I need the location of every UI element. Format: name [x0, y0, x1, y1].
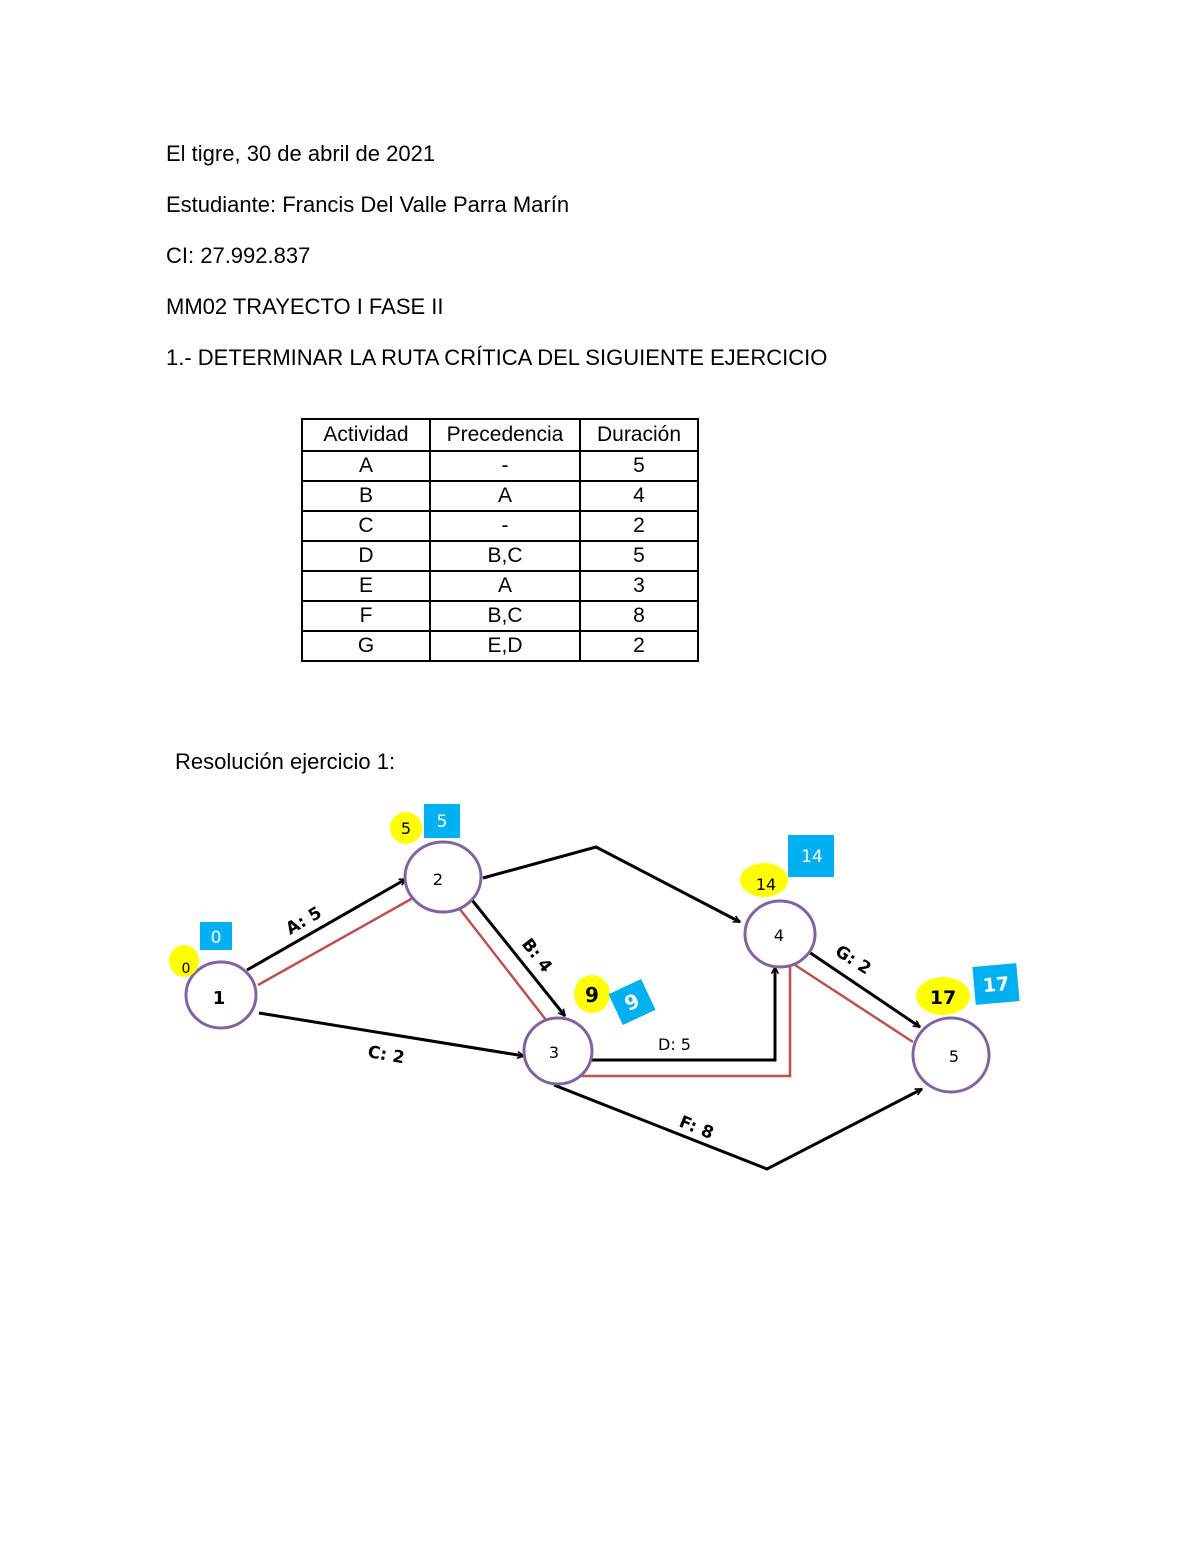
table-cell: C [302, 511, 430, 541]
early-time-node-5 [916, 977, 970, 1015]
activity-label-F: F: 8 [676, 1112, 717, 1144]
ci-line: CI: 27.992.837 [166, 243, 311, 268]
table-cell: 3 [580, 571, 698, 601]
edge-dummy-2-4 [483, 847, 740, 922]
node-4 [745, 901, 815, 967]
table-cell: E [302, 571, 430, 601]
early-time-node-2 [390, 812, 422, 844]
activity-label-A: A: 5 [282, 902, 326, 940]
activity-label-C: C: 2 [366, 1042, 407, 1069]
node-2-label: 2 [432, 870, 444, 889]
column-header: Precedencia [430, 419, 580, 451]
late-time-node-3 [609, 979, 656, 1025]
table-cell: 8 [580, 601, 698, 631]
late-time-node-4 [788, 835, 834, 877]
critical-edge-1-2 [258, 898, 413, 985]
late-time-value: 9 [620, 988, 644, 1016]
early-time-node-3 [574, 975, 610, 1013]
node-1-label: 1 [212, 988, 226, 1009]
late-time-node-5 [972, 963, 1019, 1005]
late-time-node-1 [200, 922, 232, 950]
student-line: Estudiante: Francis Del Valle Parra Marín [166, 192, 570, 217]
node-3-label: 3 [548, 1043, 560, 1062]
column-header: Duración [580, 419, 698, 451]
table-cell: B,C [430, 601, 580, 631]
node-5 [913, 1018, 989, 1092]
table-cell: - [430, 511, 580, 541]
table-cell: 5 [580, 541, 698, 571]
edge-F [554, 1085, 922, 1169]
node-3 [524, 1018, 592, 1084]
resolution-label: Resolución ejercicio 1: [175, 749, 396, 774]
table-cell: 2 [580, 511, 698, 541]
late-time-value: 0 [210, 928, 222, 948]
task-heading: 1.- DETERMINAR LA RUTA CRÍTICA DEL SIGUIENTE EJERCICIO [166, 345, 828, 370]
table-cell: D [302, 541, 430, 571]
node-2 [405, 842, 481, 912]
table-cell: A [430, 481, 580, 511]
table-cell: B,C [430, 541, 580, 571]
table-cell: F [302, 601, 430, 631]
early-time-value: 9 [585, 983, 599, 1007]
table-cell: - [430, 451, 580, 481]
table-cell: B [302, 481, 430, 511]
activity-label-B: B: 4 [517, 934, 556, 977]
table-cell: A [302, 451, 430, 481]
table-cell: 2 [580, 631, 698, 661]
critical-edge-4-5 [795, 965, 913, 1042]
course-line: MM02 TRAYECTO I FASE II [166, 294, 444, 319]
late-time-value: 5 [436, 812, 448, 832]
late-time-value: 17 [981, 972, 1011, 998]
early-time-markers [169, 812, 970, 1015]
table-cell: 5 [580, 451, 698, 481]
early-time-value: 14 [755, 875, 777, 894]
early-time-value: 5 [400, 819, 412, 838]
activity-label-D: D: 5 [658, 1035, 691, 1054]
late-time-node-2 [424, 804, 460, 838]
early-time-node-4 [740, 863, 788, 897]
node-4-label: 4 [773, 926, 785, 945]
table-cell: 4 [580, 481, 698, 511]
column-header: Actividad [302, 419, 430, 451]
early-time-value: 0 [181, 961, 191, 977]
table-cell: E,D [430, 631, 580, 661]
edge-A [247, 879, 406, 970]
table-cell: A [430, 571, 580, 601]
table-cell: G [302, 631, 430, 661]
node-1 [186, 962, 256, 1028]
node-5-label: 5 [948, 1047, 960, 1066]
early-time-node-1 [169, 945, 199, 977]
date-line: El tigre, 30 de abril de 2021 [166, 141, 436, 166]
activity-label-G: G: 2 [831, 941, 875, 980]
late-time-value: 14 [801, 847, 823, 867]
early-time-value: 17 [929, 987, 957, 1009]
